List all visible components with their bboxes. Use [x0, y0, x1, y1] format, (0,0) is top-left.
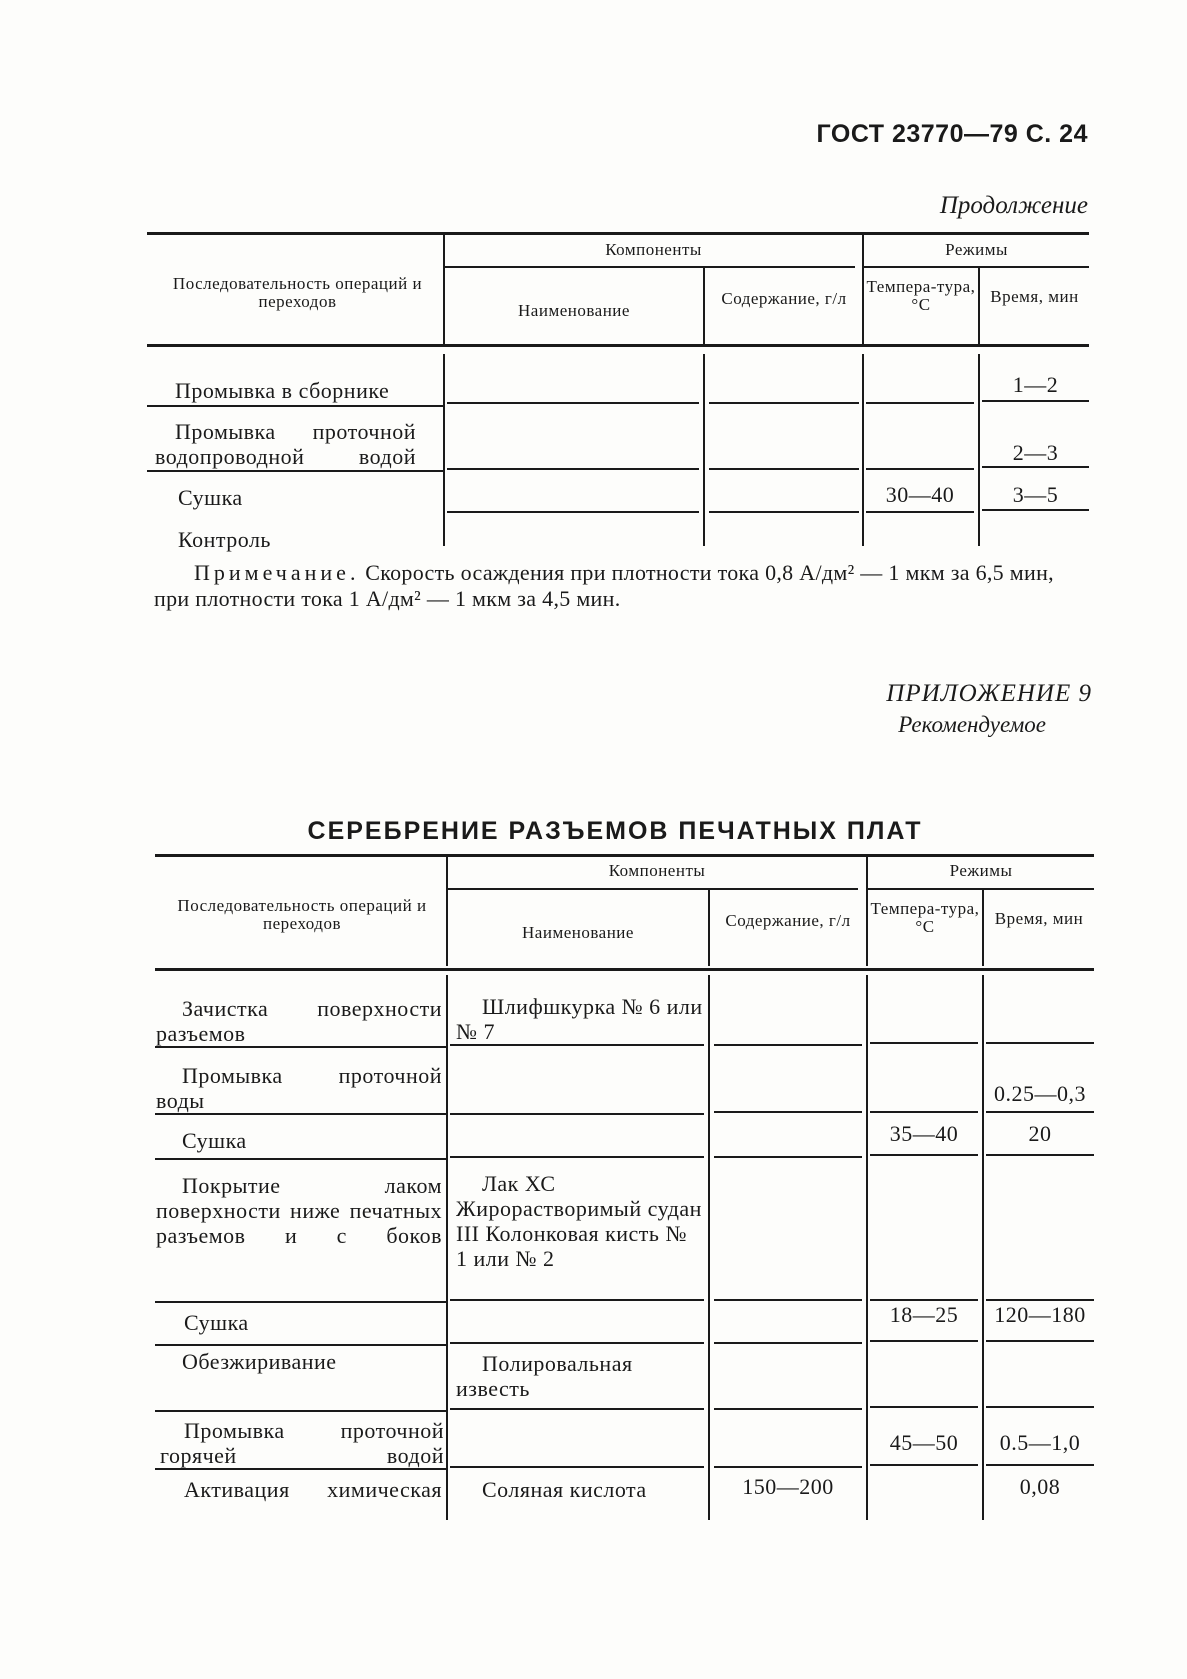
header-temperature: Темпера-тура, °С	[866, 277, 976, 314]
table-row: Промывка проточной воды	[156, 1063, 442, 1113]
table-cell-time: 120—180	[994, 1302, 1086, 1327]
appendix-title: ПРИЛОЖЕНИЕ 9	[886, 680, 1092, 707]
note	[154, 560, 1089, 612]
header-modes: Режимы	[945, 240, 1008, 259]
header-time: Время, мин	[990, 287, 1079, 306]
note-label: Примечание.	[194, 560, 360, 585]
table-cell-time: 1—2	[1012, 372, 1059, 397]
header-name: Наименование	[518, 301, 630, 320]
table-cell-time: 2—3	[1012, 440, 1059, 465]
note-text: Скорость осаждения при плотности тока 0,8 А/дм² — 1 мкм за 6,5 мин, при плотности тока 1 А/дм² — 1 мкм за 4,5 мин.	[154, 560, 1054, 611]
document-code: ГОСТ 23770—79 С. 24	[816, 120, 1088, 148]
table-row: Сушка	[184, 1310, 249, 1335]
table-cell-temp: 18—25	[889, 1302, 959, 1327]
section-title: СЕРЕБРЕНИЕ РАЗЪЕМОВ ПЕЧАТНЫХ ПЛАТ	[307, 817, 923, 845]
header-temperature-2: Темпера-тура, °С	[870, 899, 980, 936]
table-row: Активация химическая	[184, 1477, 442, 1502]
table-cell-time: 3—5	[1012, 482, 1059, 507]
header-components: Компоненты	[605, 240, 702, 259]
table-row: Сушка	[178, 485, 243, 510]
table-cell-name: Лак ХС Жирорастворимый судан III Колонковая кисть № 1 или № 2	[456, 1171, 702, 1271]
header-content: Содержание, г/л	[721, 289, 847, 308]
table-cell-name: Соляная кислота	[482, 1477, 647, 1502]
table-cell-temp: 45—50	[889, 1430, 959, 1455]
table-cell-time: 20	[1028, 1121, 1052, 1146]
table-cell-time: 0,08	[1019, 1474, 1061, 1499]
table-cell-name: Полировальная известь	[456, 1351, 633, 1401]
table-cell-content: 150—200	[742, 1474, 834, 1499]
table-row: Покрытие лаком поверхности ниже печатных разъемов и с боков	[156, 1173, 442, 1248]
table-cell-temp: 30—40	[885, 482, 955, 507]
table-cell-temp: 35—40	[889, 1121, 959, 1146]
appendix-subtitle: Рекомендуемое	[898, 712, 1046, 737]
table-row: Контроль	[178, 527, 271, 552]
table-cell-name: Шлифшкурка № 6 или № 7	[456, 994, 703, 1044]
header-content-2: Содержание, г/л	[725, 911, 851, 930]
header-sequence-2: Последовательность операций и переходов	[177, 896, 427, 933]
header-name-2: Наименование	[522, 923, 634, 942]
header-sequence: Последовательность операций и переходов	[172, 274, 423, 311]
table-row: Обезжиривание	[182, 1349, 337, 1374]
continuation-label: Продолжение	[939, 192, 1088, 219]
table-row: Зачистка поверхности разъемов	[156, 996, 442, 1046]
header-components-2: Компоненты	[608, 861, 706, 880]
table-cell-time: 0.25—0,3	[994, 1081, 1086, 1106]
table-row: Сушка	[182, 1128, 247, 1153]
header-time-2: Время, мин	[994, 909, 1084, 928]
table-row: Промывка проточной горячей водой	[160, 1418, 444, 1468]
header-modes-2: Режимы	[949, 861, 1013, 880]
table-row: Промывка в сборнике	[175, 378, 390, 403]
table-row: Промывка проточной водопроводной водой	[155, 419, 416, 469]
table-cell-time: 0.5—1,0	[999, 1430, 1081, 1455]
